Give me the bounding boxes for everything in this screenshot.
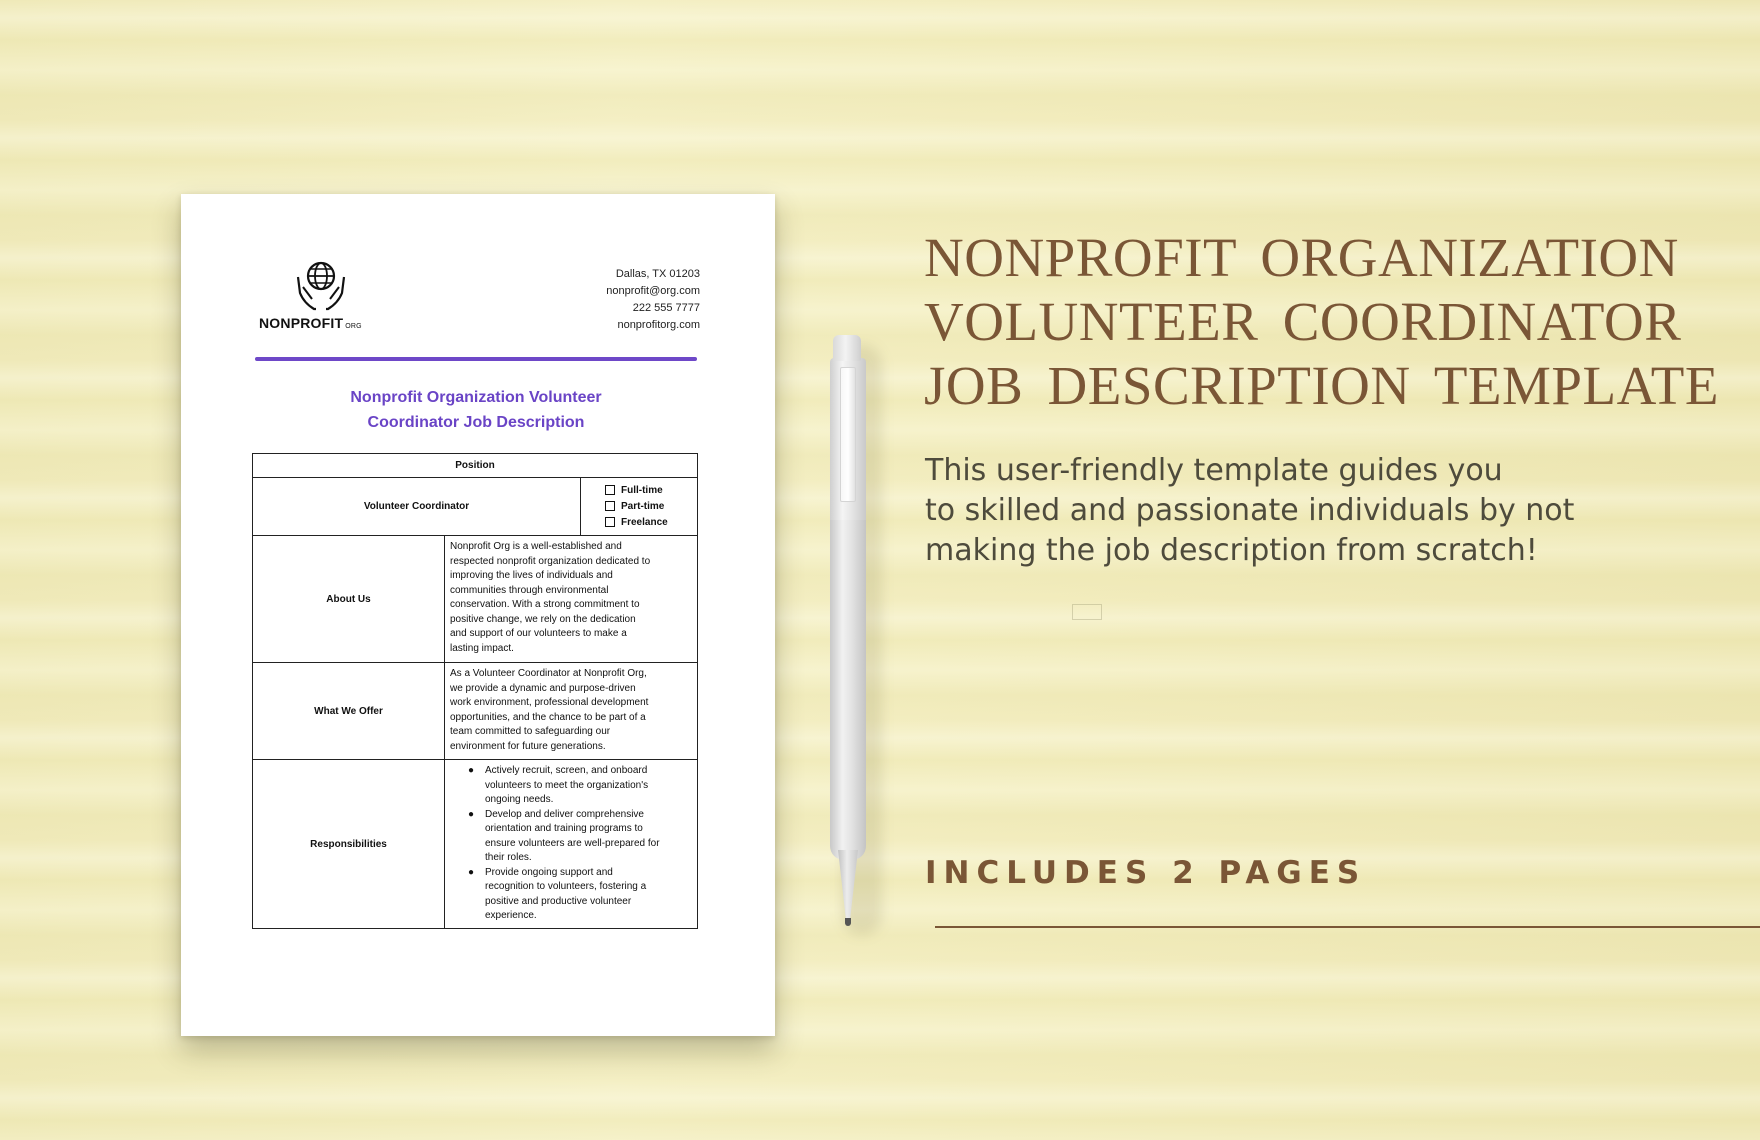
header-divider xyxy=(255,357,697,361)
about-label: About Us xyxy=(253,536,445,663)
checkbox-icon xyxy=(605,517,615,527)
checkbox-icon xyxy=(605,501,615,511)
pen-barrel xyxy=(830,520,866,860)
employment-type-options xyxy=(581,478,698,536)
role-title: Volunteer Coordinator xyxy=(253,478,581,536)
logo-wordmark: NONPROFIT ORG xyxy=(259,315,362,331)
checkbox-icon xyxy=(605,485,615,495)
document-title: Nonprofit Organization Volunteer Coordinator Job Description xyxy=(350,389,602,431)
template-headline: NONPROFIT ORGANIZATION VOLUNTEER COORDINATOR JOB DESCRIPTION TEMPLATE xyxy=(924,227,1719,416)
document-page xyxy=(181,194,775,1036)
offer-text: As a Volunteer Coordinator at Nonprofit Org, we provide a dynamic and purpose-driven work environment, professional development opportunities, and the chance to be part of a team committed to safeguarding our environment for future generations. xyxy=(445,663,698,760)
option-freelance[interactable]: Freelance xyxy=(605,514,697,530)
logo xyxy=(259,259,379,339)
pen-clip xyxy=(840,367,856,502)
list-item: ● Provide ongoing support and recognition to volunteers, fostering a positive and productive volunteer experience. xyxy=(468,866,647,921)
pen-nib xyxy=(845,918,851,926)
globe-hands-icon xyxy=(294,259,348,313)
job-description-table xyxy=(252,453,698,929)
watermark xyxy=(1072,604,1102,620)
list-item: ● Actively recruit, screen, and onboard volunteers to meet the organization's ongoing needs. xyxy=(468,765,649,805)
list-item: ● Develop and deliver comprehensive orientation and training programs to ensure volunteers are well-prepared for their roles. xyxy=(468,808,660,863)
offer-label: What We Offer xyxy=(253,663,445,760)
contact-phone: 222 555 7777 xyxy=(632,302,700,314)
contact-email: nonprofit@org.com xyxy=(606,285,700,297)
option-full-time[interactable]: Full-time xyxy=(605,482,697,498)
responsibilities-label: Responsibilities xyxy=(253,760,445,929)
position-header: Position xyxy=(253,454,698,478)
about-text: Nonprofit Org is a well-established and respected nonprofit organization dedicated to improving the lives of individuals and communities through environmental conservation. With a strong commitment to positive change, we rely on the dedication and support of our volunteers to make a lasting impact. xyxy=(445,536,698,663)
option-part-time[interactable]: Part-time xyxy=(605,498,697,514)
contact-address: Dallas, TX 01203 xyxy=(615,268,700,280)
responsibilities-list xyxy=(445,760,698,929)
template-description: This user-friendly template guides you to skilled and passionate individuals by not making the job description from scratch! xyxy=(925,453,1575,568)
contact-block xyxy=(606,266,700,334)
includes-pages-label: INCLUDES 2 PAGES xyxy=(925,855,1367,891)
pen-button xyxy=(833,335,861,361)
includes-divider xyxy=(935,926,1760,928)
contact-website: nonprofitorg.com xyxy=(617,319,700,331)
